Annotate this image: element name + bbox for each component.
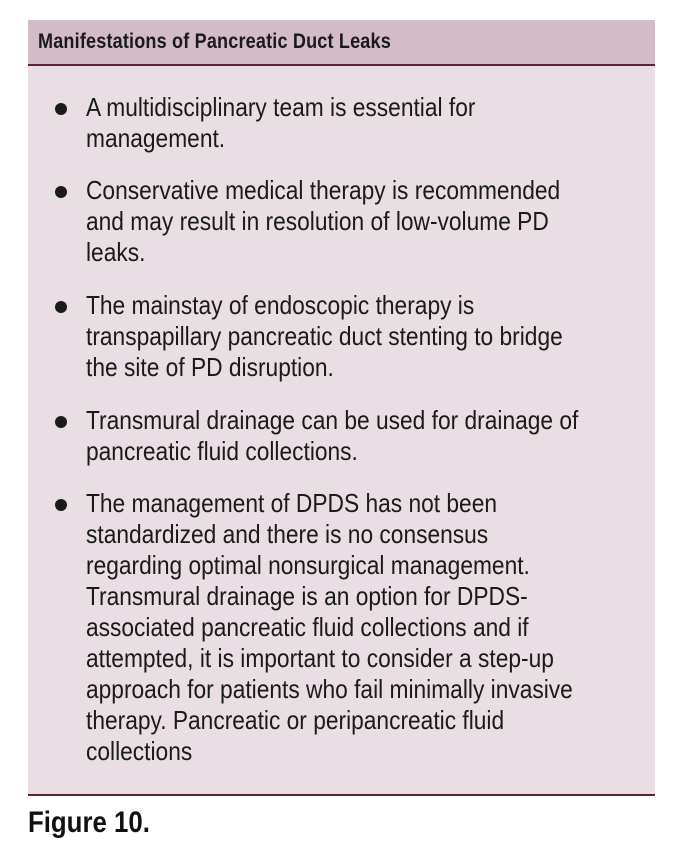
list-item-text: A multidisciplinary team is essential for management. [86,92,476,153]
bullet-icon [55,301,67,313]
figure-box [28,20,655,796]
box-header [28,20,655,66]
figure-caption: Figure 10. [28,806,150,839]
bullet-icon [55,186,67,198]
list-item-text: The mainstay of endoscopic therapy is transpapillary pancreatic duct stenting to bridge the site of PD disruption. [86,290,563,382]
list-item-text: Conservative medical therapy is recommended and may result in resolution of low-volume PD leaks. [86,175,561,267]
bullet-icon [55,499,67,511]
box-title: Manifestations of Pancreatic Duct Leaks [38,30,391,53]
bottom-rule [28,794,655,796]
bullet-icon [55,103,67,115]
list-item-text: Transmural drainage can be used for drainage of pancreatic fluid collections. [86,405,579,466]
list-item-text: The management of DPDS has not been standardized and there is no consensus regarding optimal nonsurgical management. Transmural drainage is an option for DPDS- associated pancreatic fluid collections and if attempted, it is important to consider a step-up approach for patients who fail minimally invasive therapy. Pancreatic or peripancreatic fluid collections [86,488,573,766]
bullet-icon [55,416,67,428]
